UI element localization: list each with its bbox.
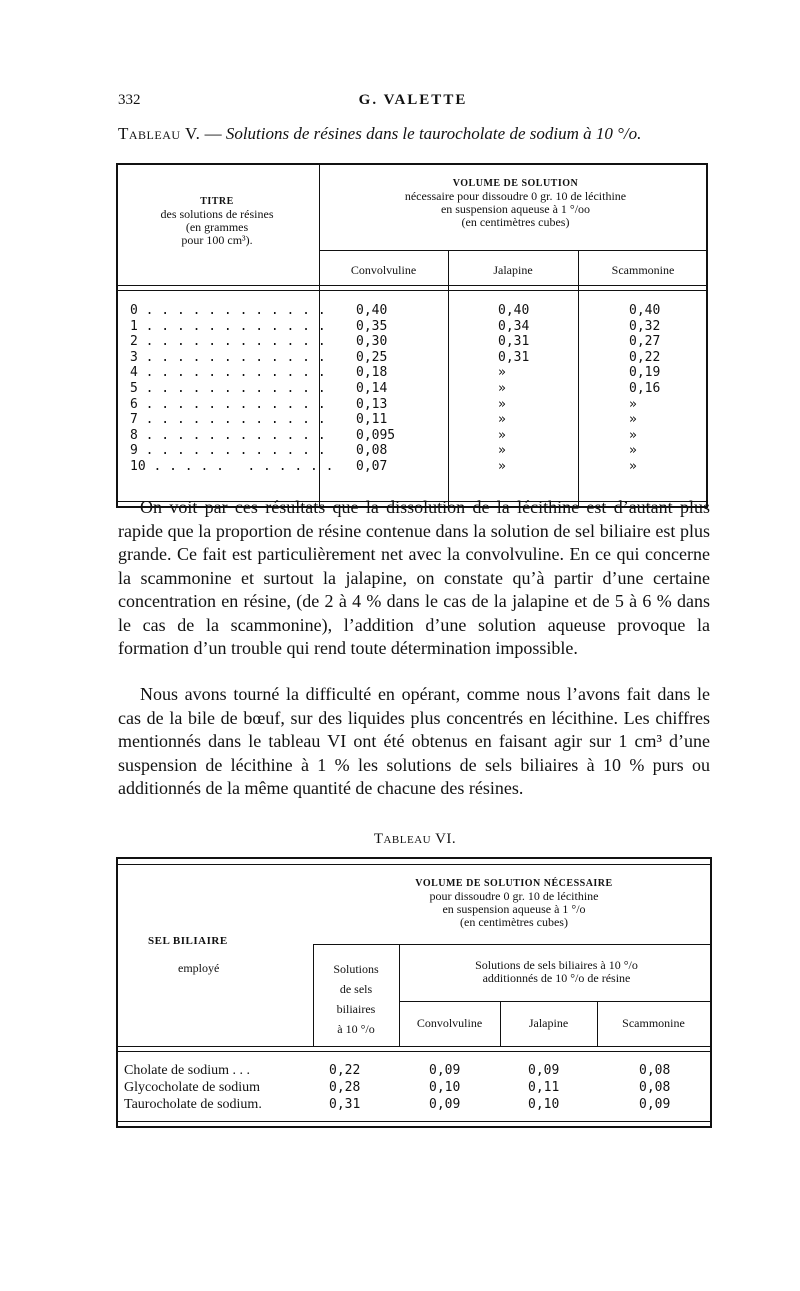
volume-head: VOLUME DE SOLUTION (452, 178, 579, 189)
volume-header (323, 177, 708, 229)
table-6-cell-convolvuline: 0,09 (429, 1063, 461, 1078)
table-5-cell-titre: 0 . . . . . . . . . . . . (130, 303, 326, 318)
table-5-cell-titre: 8 . . . . . . . . . . . . (130, 427, 326, 443)
titre-line: des solutions de résines (160, 207, 274, 221)
table-5-cell-convolvuline: 0,08 (356, 443, 388, 459)
header-rule (313, 944, 710, 945)
table-5-cell-convolvuline: 0,30 (356, 334, 388, 350)
column-rule (313, 944, 314, 1046)
table-5-cell-convolvuline: 0,095 (356, 427, 396, 443)
paragraph-2: Nous avons tourné la difficulté en opérant, comme nous l’avons fait dans le cas de la bile de bœuf, sur des liquides plus concentrés en lécithine. Les chiffres mentionnés dans le tableau VI ont été obtenus en faisant agir sur 1 cm³ d’une suspension de lécithine à 1 % les solutions de sels biliaires à 10 % purs ou additionnés de la même quantité de chacune des résines. (118, 684, 710, 798)
column-header-jalapine: Jalapine (528, 1016, 569, 1030)
column-rule (578, 250, 579, 506)
table-6-cell-convolvuline: 0,09 (429, 1097, 461, 1112)
table-5-cell-convolvuline: 0,13 (356, 396, 388, 412)
table-5-cell-jalapine: » (498, 458, 506, 474)
table-5-cell-convolvuline: 0,25 (356, 349, 388, 365)
table-5-cell-convolvuline: 0,35 (356, 318, 388, 334)
paragraph-1: On voit par ces résultats que la dissolution de la lécithine est d’autant plus rapide que la proportion de résine contenue dans la solution de sel biliaire est plus grande. Ce fait est particulièrement net avec la convolvuline. En ce qui concerne la scammonine et surtout la jalapine, on constate qu’à partir d’une certaine concentration en résine, (de 2 à 4 % dans le cas de la jalapine et de 5 à 6 % dans le cas de la scammonine), l’addition d’une solution aqueuse provoque la formation d’un trouble qui rend toute détermination impossible. (118, 497, 710, 658)
table-5-cell-scammonine: 0,40 (629, 303, 661, 318)
additionnes-line: Solutions de sels biliaires à 10 °/o (475, 958, 638, 972)
solutions-line: Solutions (333, 962, 379, 976)
table-5-cell-jalapine: 0,40 (498, 303, 530, 318)
table-5-cell-scammonine: » (629, 412, 637, 428)
table-6 (116, 857, 712, 1128)
table-5-caption (118, 124, 641, 144)
table-6-sel-name: Cholate de sodium . . . (124, 1063, 250, 1078)
volume-line: pour dissoudre 0 gr. 10 de lécithine (429, 889, 599, 903)
header-rule (118, 1046, 710, 1047)
table-5-cell-scammonine: 0,22 (629, 349, 661, 365)
convolvuline-column (356, 303, 395, 475)
page-number: 332 (118, 92, 141, 108)
table-5-cell-convolvuline: 0,18 (356, 365, 388, 381)
table-5-cell-scammonine: » (629, 458, 637, 474)
table-5-cell-scammonine: » (629, 443, 637, 459)
additionnes-line: additionnés de 10 °/o de résine (482, 971, 631, 985)
table-5-cell-scammonine: » (629, 396, 637, 412)
table-5-cell-jalapine: 0,31 (498, 334, 530, 350)
volume-line: (en centimètres cubes) (460, 915, 568, 929)
table-6-cell-pur: 0,22 (329, 1063, 361, 1078)
table-5-cell-titre: 9 . . . . . . . . . . . . (130, 443, 326, 459)
table-5-label: Tableau V. (118, 124, 201, 143)
table-5-cell-titre: 7 . . . . . . . . . . . . (130, 412, 326, 428)
table-5-cell-jalapine: » (498, 365, 506, 381)
table-5-cell-jalapine: 0,34 (498, 318, 530, 334)
table-5-cell-jalapine: » (498, 396, 506, 412)
table-6-cell-jalapine: 0,11 (528, 1080, 560, 1095)
column-rule (448, 250, 449, 506)
table-5-cell-scammonine: 0,32 (629, 318, 661, 334)
header-rule (118, 1051, 710, 1052)
scammonine-column (629, 303, 660, 475)
table-5-cell-scammonine: » (629, 427, 637, 443)
volume-line: (en centimètres cubes) (461, 215, 570, 229)
table-5-cell-convolvuline: 0,40 (356, 303, 388, 318)
jalapine-column (498, 303, 529, 475)
table-5-title: Solutions de résines dans le taurocholate de sodium à 10 °/o. (225, 124, 642, 143)
header-rule (118, 290, 706, 291)
table-6-sel-name: Taurocholate de sodium. (124, 1097, 262, 1112)
table-6-cell-convolvuline: 0,10 (429, 1080, 461, 1095)
titre-line: (en grammes (185, 220, 249, 234)
table-6-cell-pur: 0,28 (329, 1080, 361, 1095)
table-6-sel-name: Glycocholate de sodium (124, 1080, 261, 1095)
titre-line: pour 100 cm³). (181, 233, 253, 247)
volume-head: VOLUME DE SOLUTION NÉCESSAIRE (415, 878, 613, 889)
column-header-scammonine: Scammonine (622, 1016, 685, 1030)
caption-dash: — (200, 124, 226, 143)
table-5-cell-convolvuline: 0,11 (356, 412, 388, 428)
table-5-cell-jalapine: » (498, 412, 506, 428)
table-6-cell-pur: 0,31 (329, 1097, 361, 1112)
header-rule (118, 285, 706, 286)
titre-column (130, 303, 334, 475)
volume-line: nécessaire pour dissoudre 0 gr. 10 de lécithine (404, 189, 627, 203)
table-5-cell-titre: 10 . . . . . . . . . . . (130, 458, 334, 474)
titre-header (122, 195, 312, 247)
table-6-caption: Tableau VI. (373, 831, 457, 847)
column-header-scammonine: Scammonine (611, 263, 675, 277)
table-5-cell-jalapine: » (498, 427, 506, 443)
table-5-cell-scammonine: 0,16 (629, 380, 661, 396)
solutions-line: biliaires (336, 1002, 376, 1016)
table-5 (116, 163, 708, 508)
employe-label: employé (178, 961, 220, 975)
table-5-cell-convolvuline: 0,07 (356, 458, 388, 474)
table-5-cell-titre: 3 . . . . . . . . . . . . (130, 349, 326, 365)
table-5-cell-jalapine: » (498, 380, 506, 396)
table-6-cell-scammonine: 0,08 (639, 1080, 671, 1095)
solutions-header (315, 959, 397, 1039)
table-5-cell-titre: 4 . . . . . . . . . . . . (130, 365, 326, 381)
table-5-cell-titre: 6 . . . . . . . . . . . . (130, 396, 326, 412)
table-5-cell-scammonine: 0,19 (629, 365, 661, 381)
column-header-convolvuline: Convolvuline (350, 263, 417, 277)
table-5-cell-jalapine: » (498, 443, 506, 459)
table-5-cell-jalapine: 0,31 (498, 349, 530, 365)
table-5-cell-convolvuline: 0,14 (356, 380, 388, 396)
table-5-cell-titre: 5 . . . . . . . . . . . . (130, 380, 326, 396)
header-rule (399, 1001, 710, 1002)
running-head (118, 92, 708, 116)
solutions-line: à 10 °/o (337, 1022, 375, 1036)
sel-biliaire-head: SEL BILIAIRE (148, 935, 228, 947)
volume-line: en suspension aqueuse à 1 °/o (442, 902, 586, 916)
bottom-rule (118, 1121, 710, 1122)
table-6-cell-jalapine: 0,10 (528, 1097, 560, 1112)
column-header-convolvuline: Convolvuline (416, 1016, 483, 1030)
additionnes-header (403, 959, 710, 985)
solutions-line: de sels (339, 982, 373, 996)
titre-head: TITRE (200, 196, 234, 207)
table-6-cell-jalapine: 0,09 (528, 1063, 560, 1078)
table-5-cell-titre: 1 . . . . . . . . . . . . (130, 318, 326, 334)
table-6-cell-scammonine: 0,08 (639, 1063, 671, 1078)
table-5-cell-titre: 2 . . . . . . . . . . . . (130, 334, 326, 350)
volume-header (318, 877, 710, 929)
table-5-cell-scammonine: 0,27 (629, 334, 661, 350)
volume-line: en suspension aqueuse à 1 °/oo (440, 202, 591, 216)
table-6-cell-scammonine: 0,09 (639, 1097, 671, 1112)
author-name: G. VALETTE (358, 92, 468, 108)
column-header-jalapine: Jalapine (493, 263, 533, 277)
header-rule (319, 250, 706, 251)
